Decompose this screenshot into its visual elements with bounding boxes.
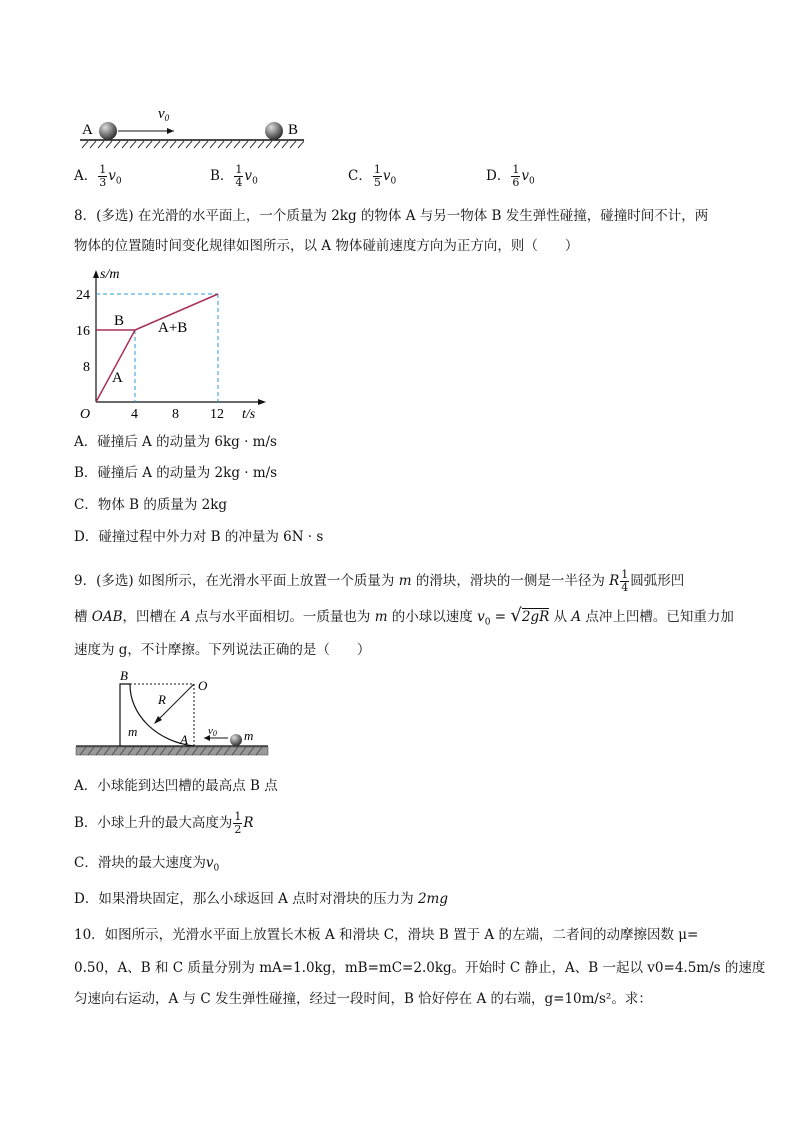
q9-figure	[74, 668, 274, 764]
fig-label-o: O	[198, 678, 208, 693]
q9-option-b[interactable]: B．小球上升的最大高度为 $\frac{1}{2}$ R	[74, 810, 254, 836]
ball-b	[265, 122, 283, 140]
x-tick-4: 4	[131, 407, 138, 422]
ball-m	[230, 734, 242, 746]
y-tick-16: 16	[76, 324, 90, 339]
q7-option-a[interactable]: A． $\frac{1}{3}$ $v_0$	[74, 163, 122, 189]
q8-option-c[interactable]: C．物体 B 的质量为 2kg	[74, 497, 228, 513]
y-tick-8: 8	[83, 360, 90, 375]
x-axis-label: t/s	[242, 407, 256, 422]
y-tick-24: 24	[76, 288, 90, 303]
q7-figure	[74, 100, 314, 152]
fig-label-b: B	[120, 668, 128, 683]
fig-label-m2: m	[244, 728, 254, 743]
q8-graph	[74, 262, 274, 422]
q10-stem-line3: 匀速向右运动，A 与 C 发生弹性碰撞，经过一段时间，B 恰好停在 A 的右端，g=10m/s²。求：	[74, 991, 652, 1007]
fig-label-v0: v0	[208, 725, 217, 738]
q8-option-b[interactable]: B．碰撞后 A 的动量为 2kg · m/s	[74, 465, 278, 481]
q10-stem-line1: 10．如图所示，光滑水平面上放置长木板 A 和滑块 C，滑块 B 置于 A 的左端，二者间的动摩擦因数 μ=	[74, 927, 699, 943]
curve-label-a: A	[112, 370, 123, 386]
q8-option-d[interactable]: D．碰撞过程中外力对 B 的冲量为 6N · s	[74, 529, 324, 545]
fig-label-r: R	[158, 692, 166, 707]
curve-label-ab: A+B	[158, 320, 188, 336]
q8-stem-line2: 物体的位置随时间变化规律如图所示，以 A 物体碰前速度方向为正方向，则（ ）	[74, 238, 579, 254]
y-axis-label: s/m	[100, 267, 120, 282]
q9-stem-line2: 槽 OAB，凹槽在 A 点与水平面相切。一质量也为 m 的小球以速度 $v_0 = √2gR$ 从 A 点冲上凹槽。已知重力加	[74, 605, 734, 628]
q9-option-a[interactable]: A．小球能到达凹槽的最高点 B 点	[74, 778, 278, 794]
label-v0: $v_0$	[158, 106, 170, 123]
curve-label-b: B	[114, 313, 125, 329]
label-b: B	[288, 122, 299, 138]
q9-stem-line1: 9．(多选) 如图所示，在光滑水平面上放置一个质量为 m 的滑块，滑块的一侧是一半径为 R $\frac{1}{4}$ 圆弧形凹	[74, 568, 685, 594]
q8-option-a[interactable]: A．碰撞后 A 的动量为 6kg · m/s	[74, 434, 277, 450]
fig-label-m1: m	[128, 724, 138, 739]
label-a: A	[82, 122, 93, 138]
ball-a	[99, 122, 117, 140]
x-tick-8: 8	[172, 407, 179, 422]
q9-option-d[interactable]: D．如果滑块固定，那么小球返回 A 点时对滑块的压力为 2mg	[74, 891, 448, 907]
origin-label: O	[80, 407, 91, 422]
q9-option-c[interactable]: C．滑块的最大速度为$v_0$	[74, 855, 220, 874]
x-tick-12: 12	[210, 407, 224, 422]
q10-stem-line2: 0.50，A、B 和 C 质量分别为 mA=1.0kg，mB=mC=2.0kg。开始时 C 静止，A、B 一起以 v0=4.5m/s 的速度	[74, 960, 766, 976]
q7-option-c[interactable]: C． $\frac{1}{5}$ $v_0$	[348, 163, 397, 189]
q7-option-d[interactable]: D． $\frac{1}{6}$ $v_0$	[486, 163, 535, 189]
fig-label-a: A	[180, 732, 188, 747]
q8-stem-line1: 8．(多选) 在光滑的水平面上，一个质量为 2kg 的物体 A 与另一物体 B 发生弹性碰撞，碰撞时间不计，两	[74, 208, 709, 224]
q7-option-b[interactable]: B． $\frac{1}{4}$ $v_0$	[210, 163, 258, 189]
q9-stem-line3: 速度为 g，不计摩擦。下列说法正确的是（ ）	[74, 642, 371, 658]
